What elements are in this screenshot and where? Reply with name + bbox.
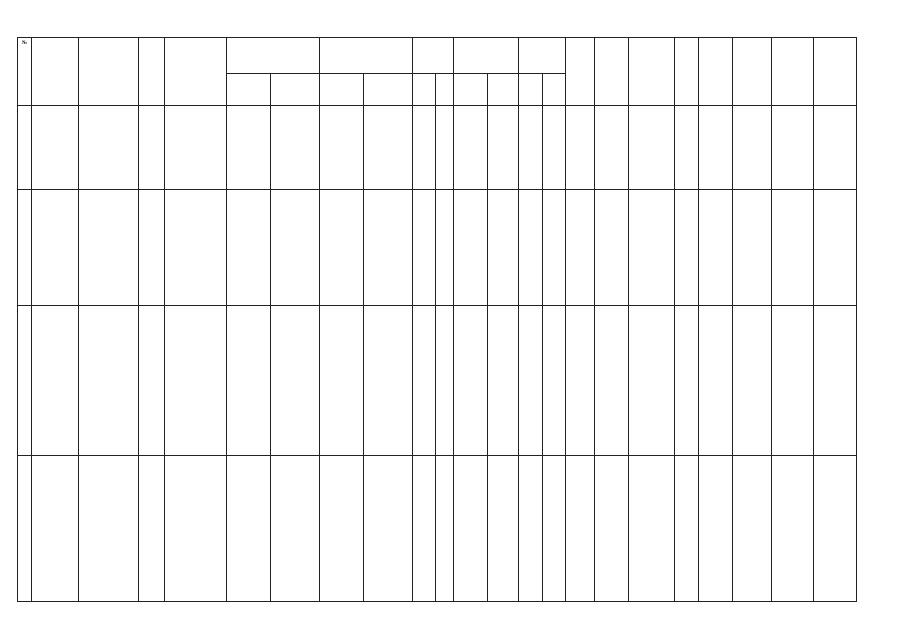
cell-reg-date <box>79 190 138 306</box>
cell-conditions-1-name <box>453 190 487 306</box>
header-volume <box>813 38 856 106</box>
cell-type <box>674 456 699 602</box>
cell-content-1-name <box>226 456 270 602</box>
cell-category <box>733 106 772 190</box>
cell-volume <box>813 306 856 456</box>
header-reg-number <box>32 38 79 106</box>
cell-content-2-name <box>319 190 363 306</box>
cell-category <box>733 306 772 456</box>
header-conditions-2-name <box>519 74 543 106</box>
cell-conditions-2-value <box>542 106 566 190</box>
cell-number <box>18 106 32 190</box>
cell-content-1-name <box>226 306 270 456</box>
cell-reg-number <box>32 456 79 602</box>
cell-content-3-value <box>436 306 453 456</box>
cell-content-2-name <box>319 306 363 456</box>
cell-name <box>165 456 226 602</box>
header-service-type <box>594 38 628 106</box>
cell-content-3-value <box>436 190 453 306</box>
cell-conditions-2-value <box>542 456 566 602</box>
header-content-1-name <box>226 74 270 106</box>
cell-okpd <box>628 456 674 602</box>
cell-reg-date <box>79 106 138 190</box>
header-code <box>138 38 165 106</box>
cell-code <box>138 106 165 190</box>
header-content-group-1 <box>226 38 319 74</box>
cell-activity <box>699 190 733 306</box>
cell-content-1-name <box>226 106 270 190</box>
header-name <box>165 38 226 106</box>
cell-service-type <box>594 306 628 456</box>
cell-name <box>165 190 226 306</box>
cell-content-3-value <box>436 106 453 190</box>
cell-content-2-value <box>363 106 412 190</box>
cell-content-3-value <box>436 456 453 602</box>
cell-reg-number <box>32 190 79 306</box>
cell-content-1-value <box>270 456 319 602</box>
cell-code <box>138 456 165 602</box>
cell-conditions-1-value <box>487 306 519 456</box>
cell-conditions-2-name <box>519 456 543 602</box>
header-quality <box>771 38 813 106</box>
cell-quality <box>771 456 813 602</box>
header-conditions-1-value <box>487 74 519 106</box>
header-reg-date <box>79 38 138 106</box>
table-row <box>18 306 857 456</box>
cell-service-type <box>594 456 628 602</box>
registry-table <box>17 37 857 602</box>
cell-type <box>674 190 699 306</box>
cell-type <box>674 306 699 456</box>
cell-service-type <box>594 190 628 306</box>
header-activity <box>699 38 733 106</box>
cell-okpd <box>628 306 674 456</box>
cell-service-type <box>594 106 628 190</box>
cell-content-1-value <box>270 190 319 306</box>
header-number: № <box>18 38 32 106</box>
cell-name <box>165 106 226 190</box>
cell-category <box>733 456 772 602</box>
table-row <box>18 456 857 602</box>
cell-content-3-name <box>412 456 436 602</box>
header-content-3-value <box>436 74 453 106</box>
header-content-3-name <box>412 74 436 106</box>
cell-content-2-name <box>319 106 363 190</box>
header-payment <box>566 38 595 106</box>
table-row <box>18 190 857 306</box>
cell-quality <box>771 190 813 306</box>
cell-payment <box>566 456 595 602</box>
cell-reg-number <box>32 306 79 456</box>
cell-volume <box>813 456 856 602</box>
header-conditions-group-1 <box>453 38 518 74</box>
cell-content-2-value <box>363 456 412 602</box>
header-conditions-1-name <box>453 74 487 106</box>
cell-conditions-1-name <box>453 106 487 190</box>
header-type <box>674 38 699 106</box>
cell-reg-date <box>79 456 138 602</box>
cell-content-1-name <box>226 190 270 306</box>
cell-content-1-value <box>270 106 319 190</box>
cell-activity <box>699 456 733 602</box>
cell-conditions-2-value <box>542 190 566 306</box>
cell-conditions-2-name <box>519 190 543 306</box>
cell-number <box>18 456 32 602</box>
cell-content-3-name <box>412 306 436 456</box>
header-content-2-name <box>319 74 363 106</box>
cell-payment <box>566 106 595 190</box>
header-conditions-group-2 <box>519 38 566 74</box>
cell-conditions-1-name <box>453 306 487 456</box>
cell-activity <box>699 306 733 456</box>
cell-okpd <box>628 190 674 306</box>
cell-quality <box>771 306 813 456</box>
table-row <box>18 106 857 190</box>
cell-category <box>733 190 772 306</box>
cell-reg-date <box>79 306 138 456</box>
cell-content-3-name <box>412 106 436 190</box>
cell-number <box>18 190 32 306</box>
cell-okpd <box>628 106 674 190</box>
cell-number <box>18 306 32 456</box>
cell-name <box>165 306 226 456</box>
cell-content-3-name <box>412 190 436 306</box>
cell-volume <box>813 106 856 190</box>
cell-conditions-2-name <box>519 106 543 190</box>
cell-conditions-1-name <box>453 456 487 602</box>
cell-quality <box>771 106 813 190</box>
cell-payment <box>566 306 595 456</box>
header-okpd <box>628 38 674 106</box>
cell-reg-number <box>32 106 79 190</box>
header-content-group-2 <box>319 38 412 74</box>
cell-conditions-1-value <box>487 456 519 602</box>
cell-code <box>138 306 165 456</box>
cell-conditions-1-value <box>487 106 519 190</box>
cell-activity <box>699 106 733 190</box>
cell-content-2-value <box>363 306 412 456</box>
cell-content-2-name <box>319 456 363 602</box>
cell-conditions-2-name <box>519 306 543 456</box>
cell-code <box>138 190 165 306</box>
cell-content-1-value <box>270 306 319 456</box>
header-conditions-2-value <box>542 74 566 106</box>
cell-content-2-value <box>363 190 412 306</box>
header-content-2-value <box>363 74 412 106</box>
header-category <box>733 38 772 106</box>
cell-type <box>674 106 699 190</box>
header-content-1-value <box>270 74 319 106</box>
cell-conditions-1-value <box>487 190 519 306</box>
header-content-group-3 <box>412 38 453 74</box>
cell-payment <box>566 190 595 306</box>
cell-conditions-2-value <box>542 306 566 456</box>
cell-volume <box>813 190 856 306</box>
